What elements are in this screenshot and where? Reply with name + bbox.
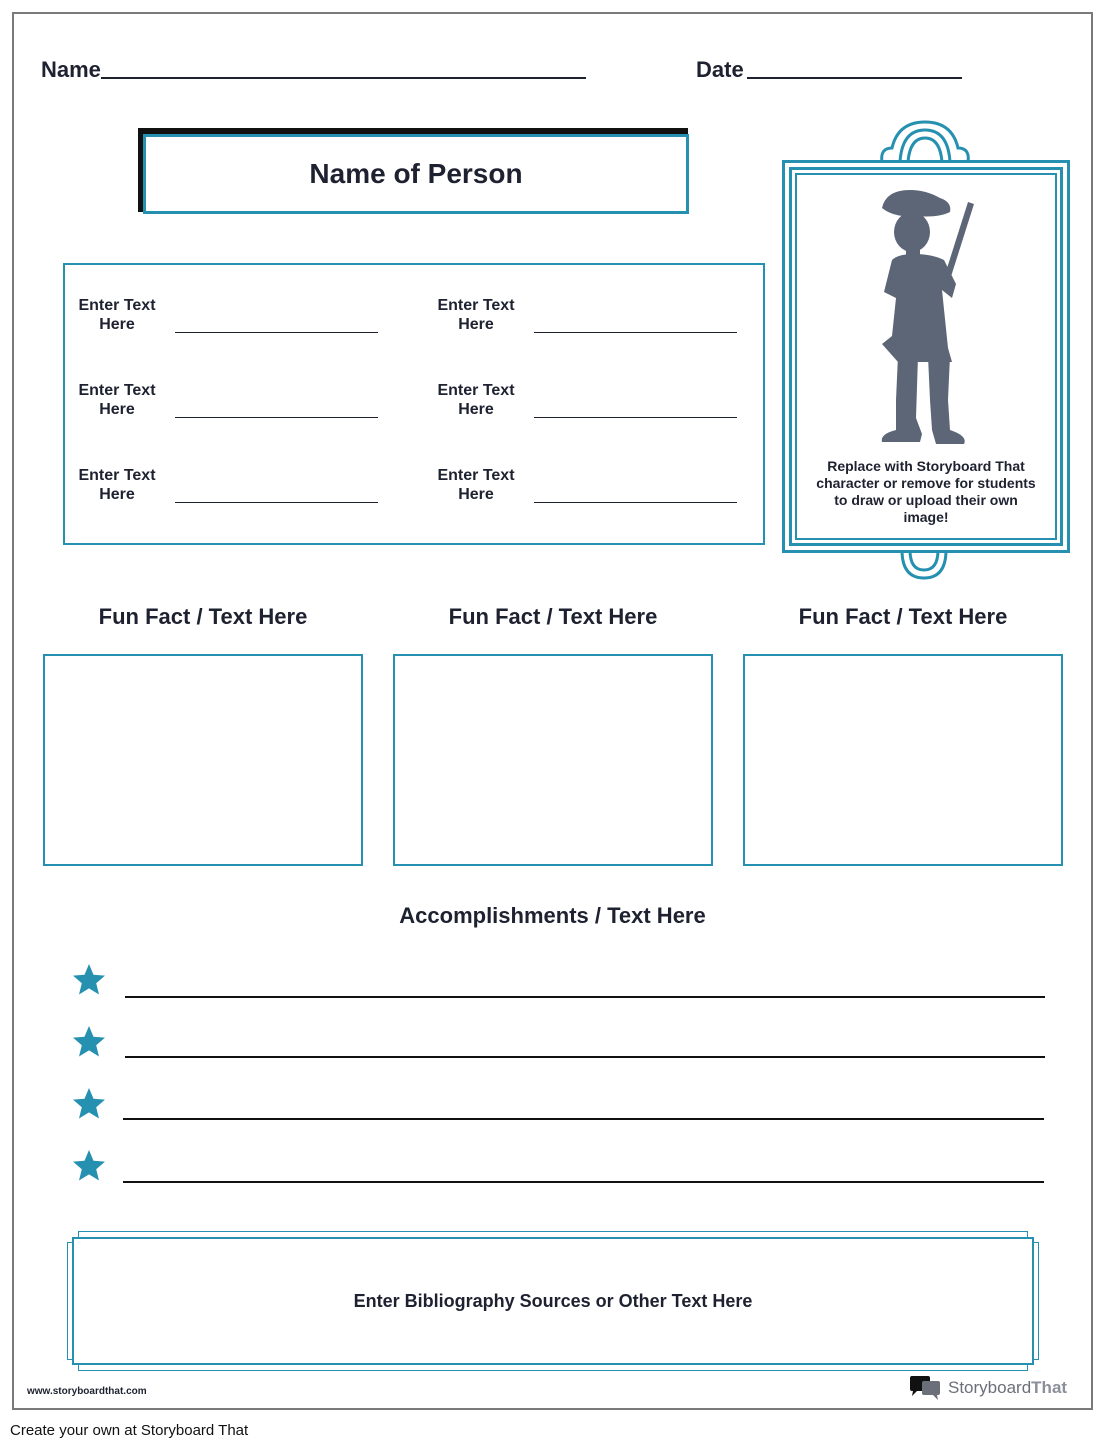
star-icon (72, 1025, 106, 1059)
accomplishment-line-2[interactable] (125, 1056, 1045, 1058)
accomplishment-line-3[interactable] (123, 1118, 1044, 1120)
accomplishment-line-4[interactable] (123, 1181, 1044, 1183)
bibliography-box[interactable]: Enter Bibliography Sources or Other Text Here (72, 1237, 1034, 1365)
date-input-line[interactable] (747, 77, 962, 79)
speech-bubbles-icon (908, 1375, 942, 1401)
star-icon (72, 1087, 106, 1121)
fun-fact-box-2[interactable] (393, 654, 713, 866)
field-line-5[interactable] (175, 502, 378, 503)
storyboardthat-logo (908, 1374, 1083, 1402)
fun-fact-box-3[interactable] (743, 654, 1063, 866)
field-line-6[interactable] (534, 502, 737, 503)
field-label-3: Enter Text Here (78, 382, 156, 418)
field-label-2: Enter Text Here (437, 297, 515, 333)
person-name-title[interactable]: Name of Person (143, 134, 689, 214)
fun-fact-heading-1: Fun Fact / Text Here (98, 604, 308, 629)
accomplishments-heading: Accomplishments / Text Here (399, 903, 706, 928)
logo-text-storyboard: Storyboard (948, 1378, 1032, 1397)
footer-credit[interactable]: Create your own at Storyboard That (10, 1422, 249, 1439)
fun-fact-heading-2: Fun Fact / Text Here (448, 604, 658, 629)
field-label-4: Enter Text Here (437, 382, 515, 418)
fun-fact-heading-3: Fun Fact / Text Here (798, 604, 1008, 629)
field-label-6: Enter Text Here (437, 467, 515, 503)
field-line-3[interactable] (175, 417, 378, 418)
field-line-2[interactable] (534, 332, 737, 333)
field-line-4[interactable] (534, 417, 737, 418)
name-label: Name (41, 57, 101, 82)
logo-text-that: That (1031, 1378, 1068, 1397)
date-label: Date (696, 57, 744, 82)
colonial-soldier-silhouette-icon[interactable] (868, 186, 988, 450)
fun-fact-box-1[interactable] (43, 654, 363, 866)
portrait-caption: Replace with Storyboard That character or remove for students to draw or upload their own image! (816, 458, 1036, 525)
frame-bottom-ornament (896, 548, 952, 582)
star-icon (72, 1149, 106, 1183)
star-icon (72, 963, 106, 997)
field-label-1: Enter Text Here (78, 297, 156, 333)
website-url: www.storyboardthat.com (27, 1386, 147, 1397)
field-line-1[interactable] (175, 332, 378, 333)
accomplishment-line-1[interactable] (125, 996, 1045, 998)
name-input-line[interactable] (101, 77, 586, 79)
field-label-5: Enter Text Here (78, 467, 156, 503)
